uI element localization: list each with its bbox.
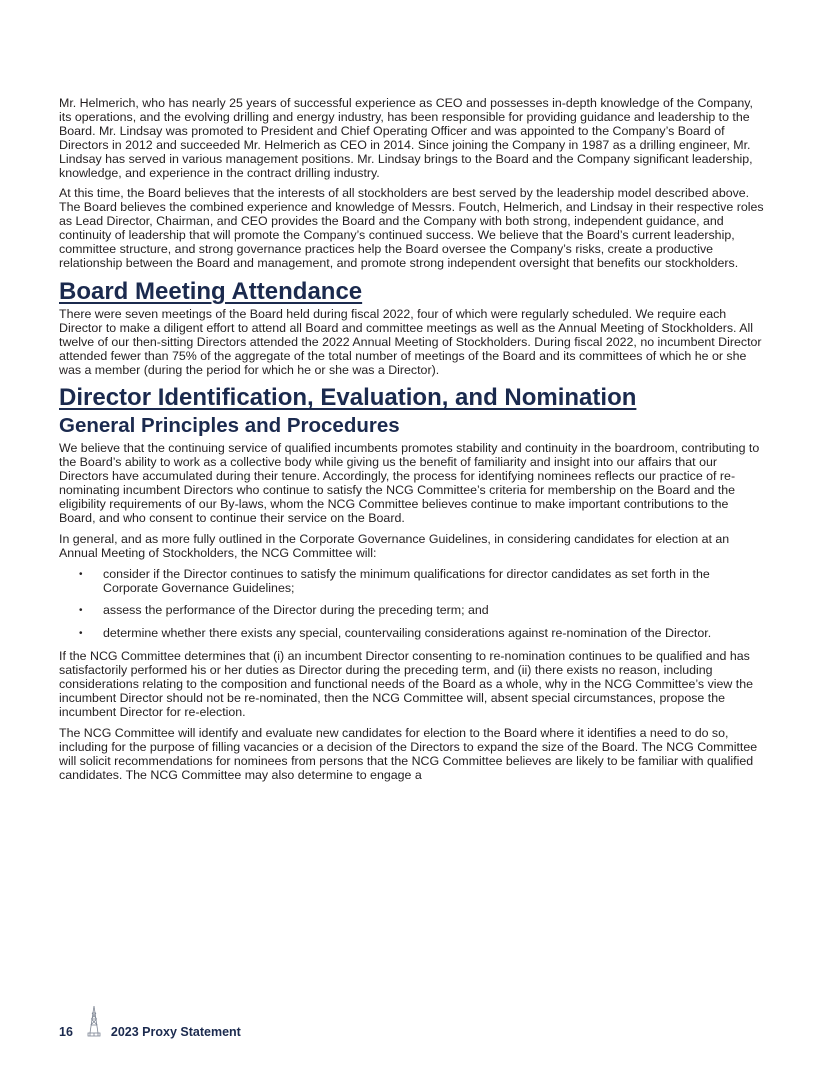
director-paragraph-3: If the NCG Committee determines that (i) an incumbent Director consenting to re-nomination continues to be qualified and has satisfactorily performed his or her duties as Director during the preceding term, and (ii) there exists no reason, including considerations relating to the composition and functional needs of the Board as a whole, why in the NCG Committee’s view the incumbent Director should not be re-nominated, then the NCG Committee will, absent special circumstances, propose the incumbent Director for re-election. <box>59 649 754 719</box>
list-item-text: assess the performance of the Director during the preceding term; and <box>103 603 489 618</box>
director-paragraph-1: We believe that the continuing service of qualified incumbents promotes stability and continuity in the boardroom, contributing to the Board’s ability to work as a collective body while giving us the benefit of familiarity and insight into our affairs that our Directors have accumulated during their tenure. Accordingly, the process for identifying nominees reflects our practice of re-nominating incumbent Directors who continue to satisfy the NCG Committee’s criteria for membership on the Board and the eligibility requirements of our By-laws, whom the NCG Committee believes continue to make important contributions to the Board, and who consent to continue their service on the Board. <box>59 441 760 525</box>
bullet-marker: • <box>79 568 83 580</box>
page-number: 16 <box>59 1025 73 1039</box>
attendance-paragraph: There were seven meetings of the Board held during fiscal 2022, four of which were regularly scheduled. We require each Director to make a diligent effort to attend all Board and committee meetings as well as the Annual Meeting of Stockholders. All twelve of our then-sitting Directors attended the 2022 Annual Meeting of Stockholders. During fiscal 2022, no incumbent Director attended fewer than 75% of the aggregate of the total number of meetings of the Board and its committees of which he or she was a member (during the period for which he or she was a Director). <box>59 306 762 377</box>
section-heading-director: Director Identification, Evaluation, and Nomination <box>59 384 637 412</box>
list-item <box>59 604 767 618</box>
director-paragraph-2: In general, and as more fully outlined in the Corporate Governance Guidelines, in considering candidates for election at an Annual Meeting of Stockholders, the NCG Committee will: <box>59 531 730 560</box>
list-item <box>59 568 767 596</box>
ncg-criteria-list <box>59 568 767 642</box>
list-item <box>59 627 767 641</box>
footer-title: 2023 Proxy Statement <box>110 1025 241 1039</box>
document-page <box>59 97 767 789</box>
intro-paragraph-1: Mr. Helmerich, who has nearly 25 years of successful experience as CEO and possesses in-depth knowledge of the Company, its operations, and the evolving drilling and energy industry, has been responsible for providing guidance and leadership to the Board. Mr. Lindsay was promoted to President and Chief Operating Officer and was appointed to the Company’s Board of Directors in 2012 and succeeded Mr. Helmerich as CEO in 2014. Since joining the Company in 1987 as a drilling engineer, Mr. Lindsay has served in various management positions. Mr. Lindsay brings to the Board and the Company significant leadership, knowledge, and experience in the contract drilling industry. <box>59 96 753 180</box>
section-heading-attendance: Board Meeting Attendance <box>59 277 363 305</box>
subheading-general-principles: General Principles and Procedures <box>59 414 400 438</box>
bullet-marker: • <box>79 605 83 617</box>
list-item-text: determine whether there exists any special, countervailing considerations against re-nomination of the Director. <box>103 626 712 641</box>
drilling-rig-icon <box>87 1005 101 1039</box>
intro-paragraph-2: At this time, the Board believes that the interests of all stockholders are best served by the leadership model described above. The Board believes the combined experience and knowledge of Messrs. Foutch, Helmerich, and Lindsay in their respective roles as Lead Director, Chairman, and CEO provides the Board and the Company with both strong, independent guidance, and continuity of leadership that will promote the Company’s continued success. We believe that the Board’s current leadership, committee structure, and strong governance practices help the Board oversee the Company’s risks, create a productive relationship between the Board and management, and promote strong independent oversight that benefits our stockholders. <box>59 186 764 270</box>
director-paragraph-4: The NCG Committee will identify and evaluate new candidates for election to the Board where it identifies a need to do so, including for the purpose of filling vacancies or a decision of the Directors to expand the size of the Board. The NCG Committee will solicit recommendations for nominees from persons that the NCG Committee believes are likely to be familiar with qualified candidates. The NCG Committee may also determine to engage a <box>59 725 758 782</box>
list-item-text: consider if the Director continues to satisfy the minimum qualifications for director candidates as set forth in the Corporate Governance Guidelines; <box>103 566 710 595</box>
page-footer <box>59 1003 241 1039</box>
bullet-marker: • <box>79 628 83 640</box>
